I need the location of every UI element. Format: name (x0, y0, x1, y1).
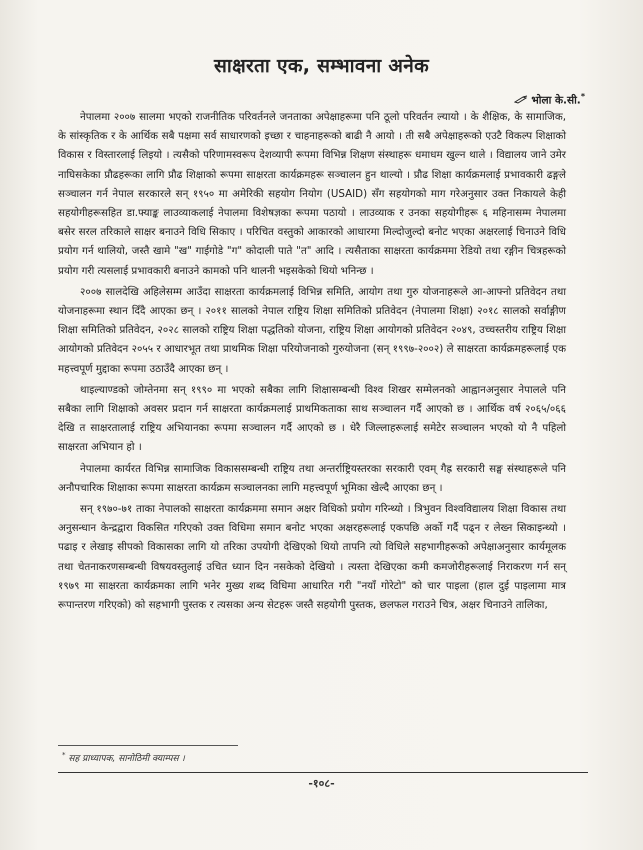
footer-divider (58, 772, 588, 773)
author-line (514, 92, 585, 108)
paragraph: नेपालमा २००७ सालमा भएको राजनीतिक परिवर्तनले जनताका अपेक्षाहरूमा पनि ठूलो परिवर्तन ल्यायो । के शैक्षिक, के सामाजिक, के सांस्कृतिक र के आर्थिक सबै पक्षमा सर्व साधारणको इच्छा र चाहनाहरूको बाढी नै आयो । ती सबै अपेक्षाहरूको एउटै विकल्प शिक्षाको विकास र विस्तारलाई लिइयो । त्यसैको परिणामस्वरूप देशव्यापी रूपमा विभिन्न शिक्षण संस्थाहरू धमाधम खुल्न थाले । विद्यालय जाने उमेर नाघिसकेका प्रौढहरूका लागि प्रौढ शिक्षाको रूपमा साक्षरता कार्यक्रमहरू सञ्चालन हुन थाल्यो । प्रौढ शिक्षा कार्यक्रमलाई प्रभावकारी ढङ्गले सञ्चालन गर्न नेपाल सरकारले सन् १९५० मा अमेरिकी सहयोग नियोग (USAID) सँग सहयोगको माग गरेअनुसार उक्त निकायले केही सहयोगीहरूसहित डा.फ्याङ्क लाउव्याकलाई नेपालमा विशेषज्ञका रूपमा पठायो । लाउव्याक र उनका सहयोगीहरू ६ महिनासम्म नेपालमा बसेर सरल तरिकाले साक्षर बनाउने विधि सिकाए । परिचित वस्तुको आकारको आधारमा मिल्दोजुल्दो बनोट भएका अक्षरलाई चिनाउने विधि प्रयोग गर्न थालियो, जस्तै खामे "ख" गाईगोडे "ग" कोदाली पाते "त" आदि । त्यसैताका साक्षरता कार्यक्रममा रेडियो तथा रङ्गीन चित्रहरूको प्रयोग गरी त्यसलाई प्रभावकारी बनाउने कामको पनि थालनी भइसकेको थियो भनिन्छ । (58, 111, 566, 277)
author-name: भोला के.सी. (531, 94, 581, 107)
article-title: साक्षरता एक, सम्भावना अनेक (214, 55, 429, 77)
footnote-text: सह प्राध्यापक, सानोठिमी क्याम्पस । (68, 754, 185, 764)
article-body (58, 108, 566, 617)
paragraph: सन् १९७०-७१ ताका नेपालको साक्षरता कार्यक्रममा समान अक्षर विधिको प्रयोग गरिन्थ्यो । त्रिभुवन विश्वविद्यालय शिक्षा विकास तथा अनुसन्धान केन्द्रद्वारा विकसित गरिएको उक्त विधिमा समान बनोट भएका अक्षरहरूलाई एकपछि अर्को गर्दै पढ्न र लेख्न सिकाइन्थ्यो । पढाइ र लेखाइ सीपको विकासका लागि यो तरिका उपयोगी देखिएको थियो तापनि त्यो विधिले सहभागीहरूको अपेक्षाअनुसार कार्यमूलक तथा चेतनाकरणसम्बन्धी विषयवस्तुलाई उचित ध्यान दिन नसकेको देखियो । त्यस्ता देखिएका कमी कमजोरीहरूलाई निराकरण गर्न सन् १९७९ मा साक्षरता कार्यक्रमका लागि भनेर मुख्य शब्द विधिमा आधारित गरी "नयाँ गोरेटो" को चार पाइला (हाल दुई पाइलामा मात्र रूपान्तरण गरिएको) को सहभागी पुस्तक र त्यसका अन्य सेटहरू जस्तै सहयोगी पुस्तक, छलफल गराउने चित्र, अक्षर चिनाउने तालिका, (58, 503, 566, 612)
paragraph: थाइल्याण्डको जोम्तेनमा सन् १९९० मा भएको सबैका लागि शिक्षासम्बन्धी विश्व शिखर सम्मेलनको आह्वानअनुसार नेपालले पनि सबैका लागि शिक्षाको अवसर प्रदान गर्न साक्षरता कार्यक्रमलाई प्राथमिकताका साथ सञ्चालन गर्दै आएको छ । आर्थिक वर्ष २०६५/०६६ देखि त साक्षरतालाई राष्ट्रिय अभियानका रूपमा सञ्चालन गर्दै आएको छ । धेरै जिल्लाहरूलाई समेटेर सञ्चालन भएको यो नै पहिलो साक्षरता अभियान हो । (58, 383, 566, 454)
paragraph: २००७ सालदेखि अहिलेसम्म आउँदा साक्षरता कार्यक्रमलाई विभिन्न समिति, आयोग तथा गुरु योजनाहरूले आ-आफ्नो प्रतिवेदन तथा योजनाहरूमा स्थान दिँदै आएका छन् । २०११ सालको नेपाल राष्ट्रिय शिक्षा समितिको प्रतिवेदन (नेपालमा शिक्षा) २०१८ सालको सर्वाङ्गीण शिक्षा समितिको प्रतिवेदन, २०२८ सालको राष्ट्रिय शिक्षा पद्धतिको योजना, राष्ट्रिय शिक्षा आयोगको प्रतिवेदन २०४९, उच्चस्तरीय राष्ट्रिय शिक्षा आयोगको प्रतिवेदन २०५५ र आधारभूत तथा प्राथमिक शिक्षा परियोजनाको गुरुयोजना (सन् १९९७-२००२) ले साक्षरता कार्यक्रमहरूलाई एक महत्त्वपूर्ण मुद्दाका रूपमा उठाउँदै आएका छन् । (58, 285, 566, 375)
paragraph: नेपालमा कार्यरत विभिन्न सामाजिक विकाससम्बन्धी राष्ट्रिय तथा अन्तर्राष्ट्रियस्तरका सरकारी एवम् गैह्र सरकारी सङ्घ संस्थाहरूले पनि अनौपचारिक शिक्षाका रूपमा साक्षरता कार्यक्रम सञ्चालनका लागि महत्त्वपूर्ण भूमिका खेल्दै आएका छन् । (58, 462, 566, 494)
pen-icon (514, 95, 532, 107)
page-number: -१०८- (308, 777, 335, 790)
author-footnote-mark: * (580, 92, 585, 101)
footnote-mark: * (62, 751, 66, 759)
footnote-divider (58, 745, 238, 746)
footnote (62, 751, 185, 764)
